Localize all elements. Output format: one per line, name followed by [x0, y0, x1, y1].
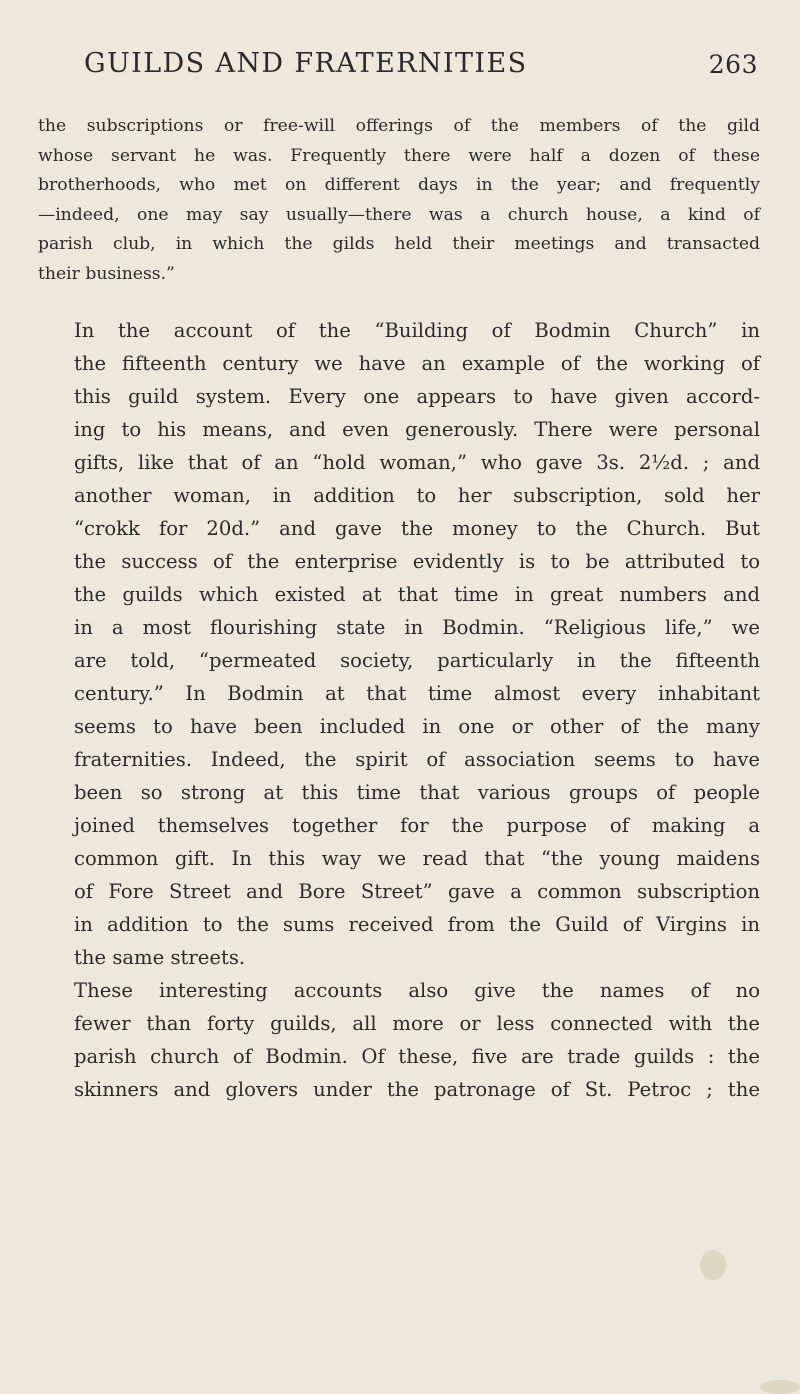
paper-stain — [760, 1380, 800, 1394]
paper-stain — [700, 1250, 726, 1280]
text-line: century.” In Bodmin at that time almost every inhabitant — [74, 682, 760, 705]
text-line: fewer than forty guilds, all more or less connected with the — [74, 1012, 760, 1035]
text-line: the guilds which existed at that time in great numbers and — [74, 583, 760, 606]
text-line: seems to have been included in one or other of the many — [74, 715, 760, 738]
text-line: this guild system. Every one appears to have given accord- — [74, 385, 760, 408]
text-line: their business.” — [38, 263, 175, 284]
text-line: ing to his means, and even generously. There were personal — [74, 418, 760, 441]
text-line: another woman, in addition to her subscription, sold her — [74, 484, 760, 507]
text-line: These interesting accounts also give the names of no — [74, 979, 760, 1002]
text-line: the subscriptions or free-will offerings of the members of the gild — [38, 116, 760, 136]
text-line: the fifteenth century we have an example of the working of — [74, 352, 760, 375]
text-line: the success of the enterprise evidently is to be attributed to — [74, 550, 760, 573]
text-line: common gift. In this way we read that “the young maidens — [74, 847, 760, 870]
text-line: of Fore Street and Bore Street” gave a common subscription — [74, 880, 760, 903]
paragraph — [38, 314, 760, 974]
page-number: 263 — [708, 50, 758, 79]
text-line: joined themselves together for the purpose of making a — [74, 814, 760, 837]
text-line: are told, “permeated society, particularly in the fifteenth — [74, 649, 760, 672]
text-line: in addition to the sums received from the Guild of Virgins in — [74, 913, 760, 936]
text-line: the same streets. — [74, 946, 246, 969]
text-line: gifts, like that of an “hold woman,” who gave 3s. 2½d. ; and — [74, 451, 760, 474]
paragraph — [38, 112, 760, 289]
text-line: parish club, in which the gilds held their meetings and transacted — [38, 234, 760, 254]
text-line: —indeed, one may say usually—there was a church house, a kind of — [38, 204, 760, 225]
text-line: parish church of Bodmin. Of these, five are trade guilds : the — [74, 1045, 760, 1068]
text-line: In the account of the “Building of Bodmin Church” in — [74, 319, 760, 342]
running-title: GUILDS AND FRATERNITIES — [84, 48, 528, 79]
text-line: in a most flourishing state in Bodmin. “Religious life,” we — [74, 616, 760, 639]
running-header — [38, 48, 758, 88]
body-text — [38, 112, 760, 1106]
text-line: been so strong at this time that various groups of people — [74, 781, 760, 804]
paragraph — [38, 974, 760, 1106]
text-line: skinners and glovers under the patronage of St. Petroc ; the — [74, 1078, 760, 1101]
text-line: whose servant he was. Frequently there were half a dozen of these — [38, 145, 760, 166]
text-line: fraternities. Indeed, the spirit of association seems to have — [74, 748, 760, 771]
text-line: brotherhoods, who met on different days in the year; and frequently — [38, 175, 760, 195]
text-line: “crokk for 20d.” and gave the money to the Church. But — [74, 517, 760, 540]
